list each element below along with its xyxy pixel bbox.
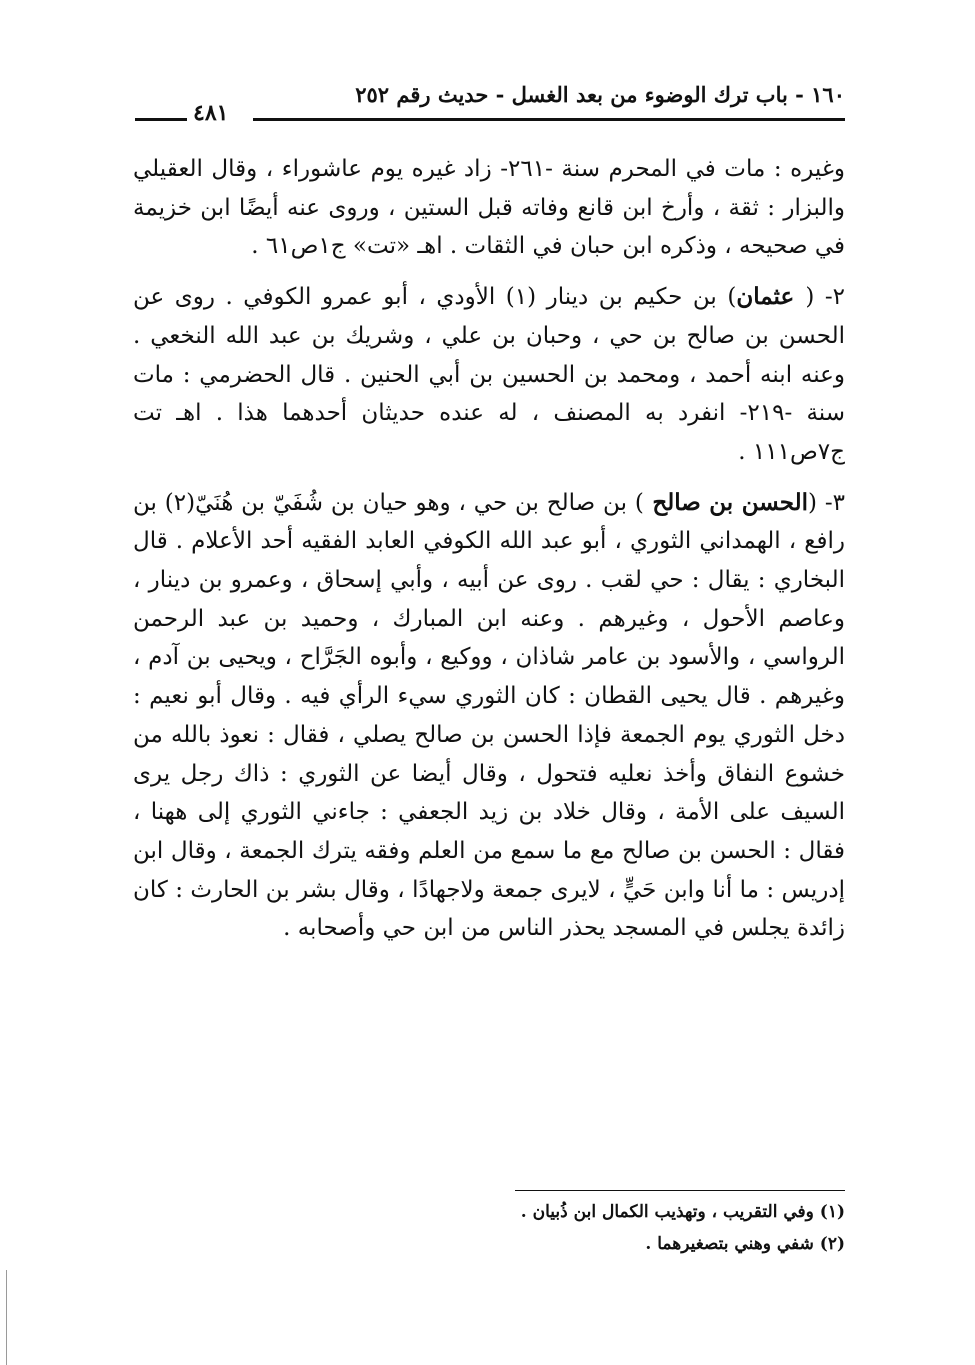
paragraph-2-text: ) بن حكيم بن دينار (١) الأودي ، أبو عمرو الكوفي . روى عن الحسن بن صالح بن حي ، وحبان بن علي ، وشريك بن عبد الله النخعي . وعنه ابنه أحمد ، ومحمد بن الحسين بن أبي الحنين . قال الحضرمي : مات سنة -٢١٩- انفرد به المصنف ، له عنده حديثان أحدهما هذا . اهـ تت ج٧ص١١١ . bbox=[133, 284, 845, 465]
footnote-separator bbox=[515, 1190, 845, 1191]
main-text bbox=[133, 150, 845, 948]
footnotes bbox=[285, 1196, 845, 1260]
header-title: ١٦٠ - باب ترك الوضوء من بعد الغسل - حديث رقم ٢٥٢ bbox=[355, 82, 845, 107]
footnote-2: (٢) شفي وهني بتصغيرهما . bbox=[645, 1234, 845, 1254]
paragraph-2 bbox=[133, 278, 845, 472]
header-rule bbox=[253, 118, 845, 121]
paragraph-3-text: ) بن صالح بن حي ، وهو حيان بن شُفَيّ بن هُنَيّ(٢) بن رافع ، الهمداني الثوري ، أبو عبد الله الكوفي العابد الفقيه أحد الأعلام . قال البخاري : يقال : حي لقب . روى عن أبيه ، وأبي إسحاق ، وعمرو بن دينار ، وعاصم الأحول ، وغيرهم . وعنه ابن المبارك ، وحميد بن عبد الرحمن الرواسي ، والأسود بن عامر شاذان ، ووكيع ، وأبوه الجَرَّاح ، ويحيى بن آدم ، وغيرهم . قال يحيى القطان : كان الثوري سيء الرأي فيه . وقال أبو نعيم : دخل الثوري يوم الجمعة فإذا الحسن بن صالح يصلي ، فقال : نعوذ بالله من خشوع النفاق وأخذ نعليه فتحول ، وقال أيضا عن الثوري : ذاك رجل يرى السيف على الأمة ، وقال خلاد بن زيد الجعفي : جاءني الثوري إلى ههنا ، فقال : الحسن بن صالح مع ما سمع من العلم وفقه يترك الجمعة ، وقال ابن إدريس : ما أنا وابن حَيٍّ ، لايرى جمعة ولاجهادًا ، وقال بشر بن الحارث : كان زائدة يجلس في المسجد يحذر الناس من ابن حي وأصحابه . bbox=[133, 489, 845, 942]
narrator-name-hasan: الحسن بن صالح bbox=[643, 488, 809, 516]
footnote-1: (١) وفي التقريب ، وتهذيب الكمال ابن ذُبيان . bbox=[520, 1202, 845, 1222]
paragraph-2-prefix: ٢- ( bbox=[805, 284, 846, 311]
paragraph-3 bbox=[133, 484, 845, 948]
page-number-dash bbox=[135, 118, 187, 121]
running-header bbox=[135, 82, 845, 124]
paragraph-3-prefix: ٣- ( bbox=[808, 489, 845, 516]
narrator-name-uthman: عثمان bbox=[736, 283, 806, 311]
page-number: ٤٨١ bbox=[193, 100, 229, 126]
page-edge-line bbox=[6, 1270, 7, 1365]
paragraph-1-text: وغيره : مات في المحرم سنة -٢٦١- زاد غيره يوم عاشوراء ، وقال العقيلي والبزار : ثقة ، وأرخ ابن قانع وفاته قبل الستين ، وروى عنه أيضًا ابن خزيمة في صحيحه ، وذكره ابن حبان في الثقات . اهـ «تت» ج١ص٦١ . bbox=[133, 156, 845, 260]
paragraph-1 bbox=[133, 150, 845, 266]
